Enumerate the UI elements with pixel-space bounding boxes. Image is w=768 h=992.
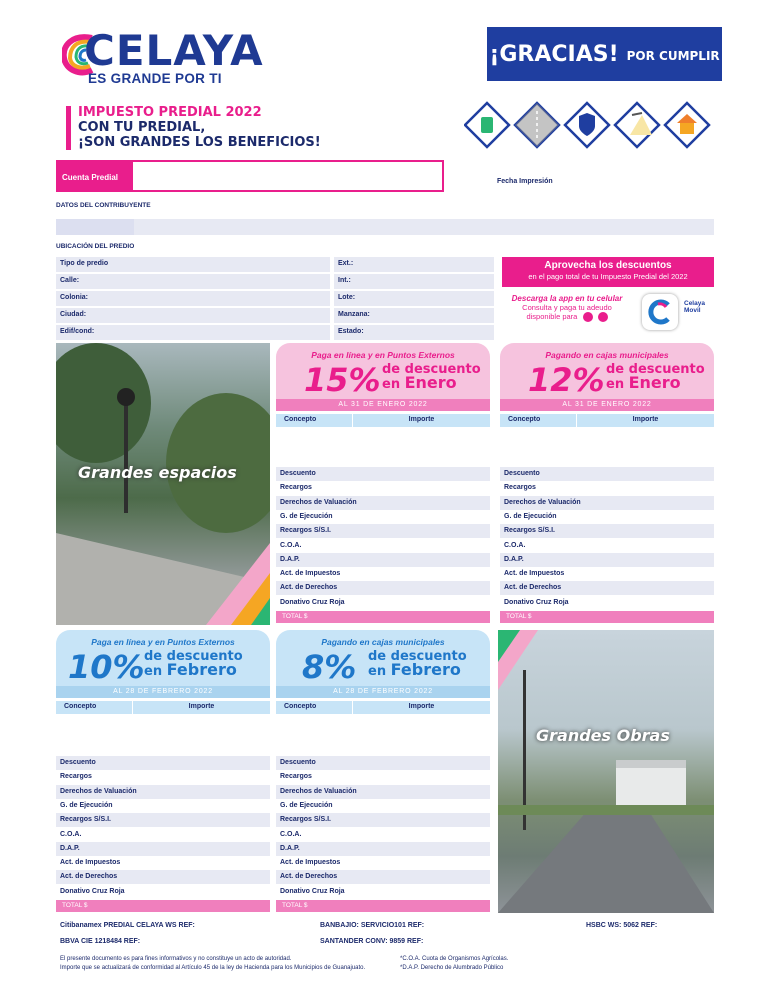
concept-row: G. de Ejecución (500, 510, 714, 524)
datos-contribuyente-heading: DATOS DEL CONTRIBUYENTE (56, 202, 151, 209)
logo-tagline: ES GRANDE POR TI (88, 71, 222, 86)
bank-bbva: BBVA CIE 1218484 REF: (60, 938, 141, 945)
gracias-banner (487, 27, 722, 81)
android-icon[interactable] (583, 312, 593, 322)
road-icon (515, 103, 559, 147)
int-field[interactable] (334, 274, 494, 289)
concept-row: Act. de Impuestos (276, 856, 490, 870)
concepto-header: Concepto (276, 414, 352, 427)
card-desc-text: de descuento (144, 649, 243, 664)
importe-header: Importe (577, 414, 714, 427)
concept-row: Derechos de Valuación (56, 785, 270, 799)
house-icon (665, 103, 709, 147)
cuenta-predial-field[interactable] (56, 160, 444, 192)
concept-row: Recargos (276, 770, 490, 784)
ciudad-field[interactable] (56, 308, 330, 323)
concept-row: Derechos de Valuación (500, 496, 714, 510)
recycle-bin-icon (465, 103, 509, 147)
concept-row: Act. de Derechos (56, 870, 270, 884)
concept-row: D.A.P. (276, 842, 490, 856)
estado-field[interactable] (334, 325, 494, 340)
card-month: Febrero (390, 660, 461, 679)
concept-row: Recargos S/S.I. (500, 524, 714, 538)
concept-row: Act. de Derechos (276, 581, 490, 595)
concept-row: Recargos S/S.I. (276, 524, 490, 538)
colonia-field[interactable] (56, 291, 330, 306)
total-row: TOTAL $ (56, 900, 270, 912)
gracias-text: ¡GRACIAS! (489, 41, 619, 67)
app-download-text (502, 294, 632, 322)
coa-note: *C.O.A. Cuota de Organismos Agrícolas. (400, 956, 509, 962)
subtitle-line-2: ¡SON GRANDES LOS BENEFICIOS! (78, 135, 321, 150)
concept-row: C.O.A. (276, 828, 490, 842)
park-scene (56, 343, 270, 625)
manzana-label: Manzana: (338, 311, 370, 318)
edif-cond-label: Edif/cond: (60, 328, 95, 335)
apple-icon[interactable] (598, 312, 608, 322)
edif-cond-field[interactable] (56, 325, 330, 340)
concept-row: Donativo Cruz Roja (276, 885, 490, 899)
document-title: IMPUESTO PREDIAL 2022 (78, 105, 262, 120)
grandes-espacios-photo (56, 343, 270, 625)
dap-note: *D.A.P. Derecho de Alumbrado Público (400, 965, 504, 971)
concept-row: Recargos (56, 770, 270, 784)
card-desc (606, 363, 705, 391)
grandes-obras-title: Grandes Obras (536, 726, 670, 745)
card-desc (144, 650, 243, 678)
lote-field[interactable] (334, 291, 494, 306)
concept-row: Recargos (276, 481, 490, 495)
concept-row: Descuento (276, 756, 490, 770)
concept-row: Recargos (500, 481, 714, 495)
concept-row: Act. de Impuestos (56, 856, 270, 870)
descarga-consulta: Consulta y paga tu adeudo (522, 303, 612, 312)
aprovecha-banner (502, 257, 714, 287)
card-desc-text: de descuento (382, 362, 481, 377)
discount-card-10-febrero (56, 630, 270, 698)
estado-label: Estado: (338, 328, 364, 335)
concept-row: Donativo Cruz Roja (500, 596, 714, 610)
aprovecha-subtitle: en el pago total de tu Impuesto Predial del 2022 (528, 272, 688, 281)
card-en: en (368, 664, 387, 679)
descarga-disponible-row (502, 312, 632, 322)
disclaimer-line-2: Importe que se actualizará de conformidad al Artículo 45 de la ley de Hacienda para los Municipios de Guanajuato. (60, 965, 366, 971)
nombre-field[interactable] (56, 219, 714, 235)
total-row: TOTAL $ (500, 611, 714, 623)
ext-label: Ext.: (338, 260, 354, 267)
concept-row: G. de Ejecución (56, 799, 270, 813)
card-percent: 8% (302, 648, 357, 686)
card-date: AL 31 DE ENERO 2022 (276, 399, 490, 411)
card-en: en (144, 664, 163, 679)
concept-row: C.O.A. (56, 828, 270, 842)
subtitle-line-1: CON TU PREDIAL, (78, 120, 206, 135)
calle-field[interactable] (56, 274, 330, 289)
card-percent: 12% (528, 361, 605, 399)
tipo-predio-field[interactable] (56, 257, 330, 272)
celaya-app-icon[interactable] (642, 294, 678, 330)
int-label: Int.: (338, 277, 351, 284)
bank-banbajio: BANBAJIO: SERVICIO101 REF: (320, 922, 425, 929)
importe-header: Importe (353, 414, 490, 427)
ext-field[interactable] (334, 257, 494, 272)
ciudad-label: Ciudad: (60, 311, 87, 318)
bank-santander: SANTANDER CONV: 9859 REF: (320, 938, 424, 945)
aprovecha-title: Aprovecha los descuentos (544, 260, 672, 271)
benefit-icons (464, 101, 714, 149)
concept-row: Act. de Derechos (276, 870, 490, 884)
discount-card-15-enero (276, 343, 490, 411)
importe-header: Importe (133, 701, 270, 714)
logo-text: CELAYA (84, 26, 264, 75)
concept-row: C.O.A. (500, 539, 714, 553)
concepto-header: Concepto (276, 701, 352, 714)
app-label: Celaya Movil (684, 300, 705, 314)
tipo-predio-label: Tipo de predio (60, 260, 109, 267)
concept-row: D.A.P. (500, 553, 714, 567)
lote-label: Lote: (338, 294, 356, 301)
cuenta-predial-label: Cuenta Predial (58, 162, 133, 190)
card-en: en (382, 377, 401, 392)
concept-row: Derechos de Valuación (276, 496, 490, 510)
card-date: AL 28 DE FEBRERO 2022 (56, 686, 270, 698)
card-month: Febrero (166, 660, 237, 679)
concept-row: Derechos de Valuación (276, 785, 490, 799)
concept-row: D.A.P. (276, 553, 490, 567)
celaya-logo (62, 28, 262, 90)
title-accent-bar (66, 106, 71, 150)
card-desc (368, 650, 467, 678)
concept-row: G. de Ejecución (276, 799, 490, 813)
concepto-header: Concepto (500, 414, 576, 427)
streetlight-icon (615, 103, 659, 147)
total-row: TOTAL $ (276, 611, 490, 623)
nombre-label-bg (56, 219, 134, 235)
card-percent: 10% (68, 648, 145, 686)
concept-row: C.O.A. (276, 539, 490, 553)
concept-row: Donativo Cruz Roja (56, 885, 270, 899)
descarga-title: Descarga la app en tu celular (511, 294, 623, 303)
card-desc (382, 363, 481, 391)
card-header: Paga en línea y en Puntos Externos (91, 637, 235, 647)
card-date: AL 28 DE FEBRERO 2022 (276, 686, 490, 698)
card-percent: 15% (304, 361, 381, 399)
concept-row: Recargos S/S.I. (56, 813, 270, 827)
concept-row: D.A.P. (56, 842, 270, 856)
disclaimer-line-1: El presente documento es para fines informativos y no constituye un acto de autoridad. (60, 956, 292, 962)
bank-hsbc: HSBC WS: 5062 REF: (586, 922, 658, 929)
descarga-disponible: disponible para (526, 312, 578, 321)
concept-row: Act. de Impuestos (276, 567, 490, 581)
calle-label: Calle: (60, 277, 80, 284)
fecha-impresion-label: Fecha Impresión (497, 178, 553, 185)
manzana-field[interactable] (334, 308, 494, 323)
card-date: AL 31 DE ENERO 2022 (500, 399, 714, 411)
shield-icon (565, 103, 609, 147)
concepto-header: Concepto (56, 701, 132, 714)
card-month: Enero (628, 373, 681, 392)
card-desc-text: de descuento (606, 362, 705, 377)
card-header: Pagando en cajas municipales (321, 637, 445, 647)
concept-row: G. de Ejecución (276, 510, 490, 524)
card-month: Enero (404, 373, 457, 392)
card-header: Paga en línea y en Puntos Externos (311, 350, 455, 360)
total-row: TOTAL $ (276, 900, 490, 912)
concept-row: Act. de Derechos (500, 581, 714, 595)
concept-row: Recargos S/S.I. (276, 813, 490, 827)
card-header: Pagando en cajas municipales (545, 350, 669, 360)
ubicacion-predio-heading: UBICACIÓN DEL PREDIO (56, 243, 135, 250)
plaza-scene (498, 630, 714, 913)
concept-row: Descuento (500, 467, 714, 481)
concept-row: Descuento (276, 467, 490, 481)
concept-row: Act. de Impuestos (500, 567, 714, 581)
grandes-obras-photo (498, 630, 714, 913)
grandes-espacios-title: Grandes espacios (78, 463, 237, 482)
concept-row: Donativo Cruz Roja (276, 596, 490, 610)
discount-card-12-enero (500, 343, 714, 411)
discount-card-8-febrero (276, 630, 490, 698)
card-en: en (606, 377, 625, 392)
por-cumplir-text: POR CUMPLIR (626, 49, 720, 63)
importe-header: Importe (353, 701, 490, 714)
bank-citibanamex: Citibanamex PREDIAL CELAYA WS REF: (60, 922, 195, 929)
concept-row: Descuento (56, 756, 270, 770)
card-desc-text: de descuento (368, 649, 467, 664)
colonia-label: Colonia: (60, 294, 88, 301)
